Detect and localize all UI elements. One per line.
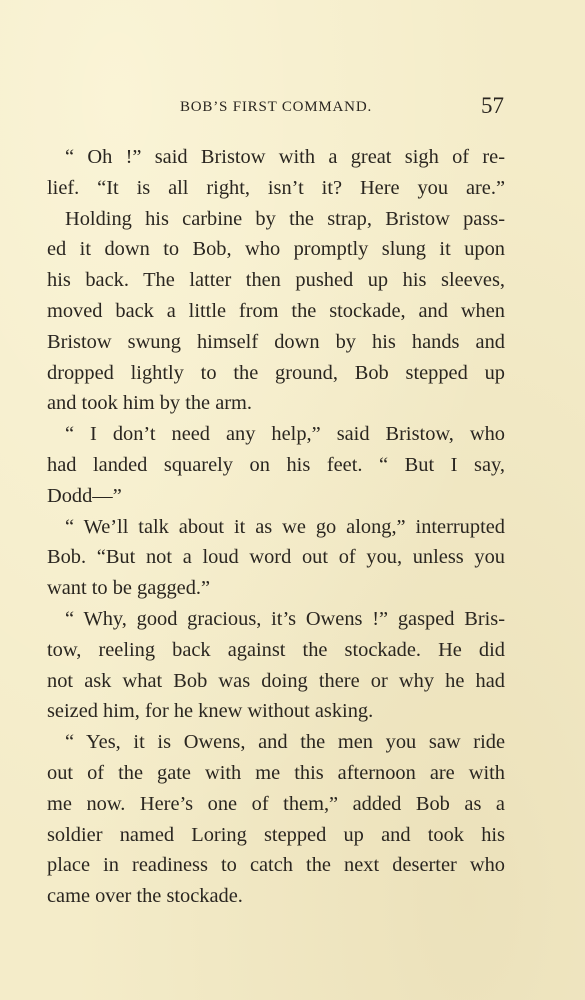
text-line: out of the gate with me this afternoon are with (47, 761, 505, 784)
text-line: had landed squarely on his feet. “ But I say, (47, 453, 505, 476)
text-line: want to be gagged.” (47, 577, 211, 600)
running-title: BOB’S FIRST COMMAND. (179, 99, 372, 115)
running-head (48, 93, 504, 123)
text-line: ed it down to Bob, who promptly slung it upon (47, 238, 505, 261)
text-line: Dodd—” (47, 484, 122, 507)
text-line: “ Oh !” said Bristow with a great sigh of re- (65, 146, 505, 168)
text-line: lief. “It is all right, isn’t it? Here you are.” (47, 176, 505, 199)
text-line: seized him, for he knew without asking. (47, 700, 374, 723)
text-line: soldier named Loring stepped up and took his (47, 823, 505, 846)
text-line: dropped lightly to the ground, Bob stepped up (47, 361, 505, 384)
text-line: “ We’ll talk about it as we go along,” interrupted (65, 515, 505, 538)
text-line: “ Yes, it is Owens, and the men you saw ride (65, 731, 505, 754)
text-line: and took him by the arm. (47, 392, 253, 415)
text-line: his back. The latter then pushed up his sleeves, (47, 269, 505, 292)
text-line: came over the stockade. (47, 885, 243, 908)
text-line: tow, reeling back against the stockade. He did (47, 638, 505, 661)
text-line: place in readiness to catch the next deserter who (47, 854, 505, 877)
text-line: Holding his carbine by the strap, Bristow pass- (65, 207, 505, 230)
page-number: 57 (481, 93, 504, 118)
text-line: moved back a little from the stockade, and when (47, 299, 505, 322)
body-text (47, 142, 505, 912)
text-line: Bob. “But not a loud word out of you, unless you (47, 546, 505, 569)
text-line: “ Why, good gracious, it’s Owens !” gasped Bris- (65, 607, 505, 630)
text-line: Bristow swung himself down by his hands and (47, 330, 505, 353)
text-line: me now. Here’s one of them,” added Bob as a (47, 792, 505, 815)
text-line: not ask what Bob was doing there or why he had (47, 669, 505, 692)
text-line: “ I don’t need any help,” said Bristow, who (65, 423, 505, 446)
